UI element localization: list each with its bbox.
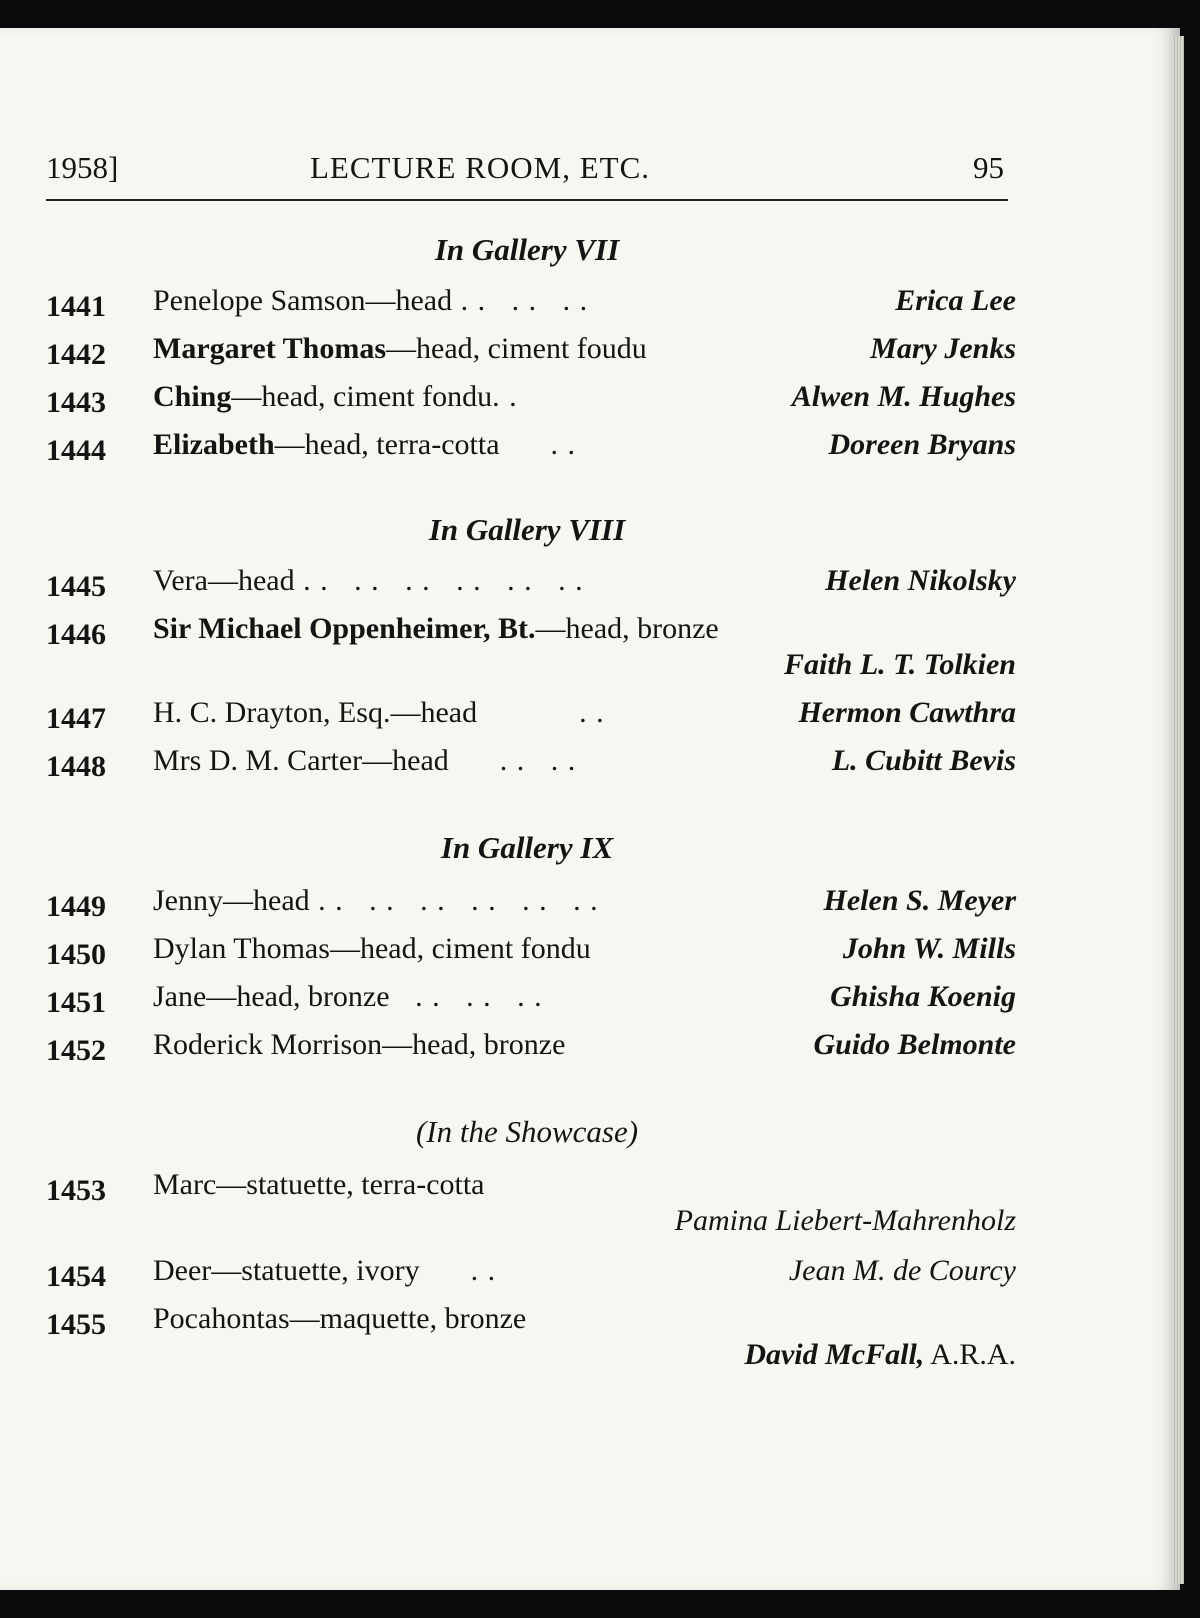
catalogue-entry (46, 696, 1016, 736)
entry-title (153, 428, 576, 462)
gallery-heading: In Gallery VIII (428, 512, 626, 547)
entry-title (153, 1302, 526, 1336)
entry-number: 1452 (46, 1034, 106, 1067)
catalogue-entry (46, 1028, 1016, 1068)
entry-number: 1453 (46, 1174, 106, 1207)
entry-title (153, 884, 599, 918)
entry-artist: Mary Jenks (870, 332, 1016, 365)
entry-title (153, 1254, 496, 1288)
entry-name: H. C. Drayton, Esq. (153, 696, 391, 729)
leader-dots: . . . . . . (452, 284, 589, 317)
leader-dots: . . . . . . . . . . . . (309, 884, 599, 917)
entry-number: 1445 (46, 570, 106, 603)
entry-artist: Helen Nikolsky (825, 564, 1016, 597)
entry-desc: —head (207, 564, 295, 597)
entry-artist: Hermon Cawthra (798, 696, 1016, 729)
entry-name: Elizabeth (153, 428, 275, 461)
catalogue-entry (46, 1254, 1016, 1294)
leader-dots: . . . . (448, 744, 577, 777)
entry-title (153, 1168, 485, 1202)
entry-artist: Pamina Liebert-Mahrenholz (674, 1204, 1016, 1237)
catalogue-entry (46, 1302, 1016, 1342)
entry-artist: L. Cubitt Bevis (831, 744, 1016, 777)
entry-desc: —head (223, 884, 310, 917)
header-title: LECTURE ROOM, ETC. (310, 150, 651, 185)
entry-number: 1451 (46, 986, 106, 1019)
catalogue-entry (46, 284, 1016, 324)
entry-name: Pocahontas (153, 1302, 290, 1335)
entry-desc: —head, bronze (535, 612, 719, 645)
artist-honour: A.R.A. (924, 1338, 1016, 1371)
entry-number: 1447 (46, 702, 106, 735)
entry-desc: —head, bronze (206, 980, 390, 1013)
page-edge (1172, 36, 1184, 1584)
entry-desc: —head, ciment fondu (231, 380, 493, 413)
entry-title (153, 1028, 565, 1062)
entry-artist: Faith L. T. Tolkien (783, 648, 1016, 681)
entry-artist: Ghisha Koenig (830, 980, 1016, 1013)
entry-name: Jane (153, 980, 207, 1013)
page-number: 95 (973, 150, 1004, 185)
entry-name: Sir Michael Oppenheimer, Bt. (153, 612, 536, 645)
entry-desc: —statuette, ivory (211, 1254, 420, 1287)
entry-title (153, 932, 591, 966)
running-header (0, 150, 1180, 196)
catalogue-entry (46, 380, 1016, 420)
artist-name: David McFall, (744, 1338, 925, 1371)
catalogue-entry (46, 980, 1016, 1020)
entry-title (153, 380, 518, 414)
entry-artist: Helen S. Meyer (823, 884, 1016, 917)
entry-desc: —maquette, bronze (289, 1302, 527, 1335)
leader-dots: . . (492, 380, 518, 413)
entry-number: 1448 (46, 750, 106, 783)
leader-dots: . . (419, 1254, 497, 1287)
gallery-heading: In Gallery VII (434, 232, 620, 267)
entry-artist (46, 1338, 1016, 1372)
entry-number: 1446 (46, 618, 106, 651)
leader-dots: . . . . . . . . . . . . (294, 564, 584, 597)
catalogue-entry (46, 932, 1016, 972)
entry-desc: —head, ciment foudu (386, 332, 647, 365)
entry-number: 1455 (46, 1308, 106, 1341)
leader-dots: . . (499, 428, 577, 461)
entry-name: Jenny (153, 884, 223, 917)
entry-number: 1441 (46, 290, 106, 323)
entry-number: 1449 (46, 890, 106, 923)
entry-name: Marc (153, 1168, 217, 1201)
gallery-heading: In Gallery IX (440, 830, 614, 865)
entry-title (153, 564, 584, 598)
entry-title (153, 284, 588, 318)
entry-desc: —head (390, 696, 478, 729)
entry-title (153, 980, 543, 1014)
entry-name: Mrs D. M. Carter (153, 744, 363, 777)
catalogue-entry (46, 1168, 1016, 1208)
catalogue-entry (46, 612, 1016, 652)
entry-artist: Guido Belmonte (813, 1028, 1016, 1061)
entry-title (153, 612, 719, 646)
entry-name: Penelope Samson (153, 284, 366, 317)
entry-title (153, 696, 605, 730)
entry-desc: —head, bronze (382, 1028, 566, 1061)
entry-artist: Alwen M. Hughes (791, 380, 1016, 413)
leader-dots: . . (477, 696, 605, 729)
entry-name: Vera (153, 564, 208, 597)
entry-number: 1442 (46, 338, 106, 371)
catalogue-entry (46, 744, 1016, 784)
entry-desc: —head (365, 284, 453, 317)
header-rule (46, 199, 1008, 201)
entry-number: 1454 (46, 1260, 106, 1293)
entry-name: Margaret Thomas (153, 332, 387, 365)
entry-name: Deer (153, 1254, 212, 1287)
entry-desc: —head (362, 744, 449, 777)
catalogue-entry (46, 428, 1016, 468)
entry-desc: —statuette, terra-cotta (216, 1168, 485, 1201)
catalogue-entry (46, 884, 1016, 924)
catalogue-entry (46, 564, 1016, 604)
entry-name: Dylan Thomas (153, 932, 330, 965)
entry-artist: Erica Lee (895, 284, 1016, 317)
catalogue-entry (46, 332, 1016, 372)
entry-title (153, 744, 576, 778)
leader-dots: . . . . . . (389, 980, 543, 1013)
entry-desc: —head, ciment fondu (329, 932, 591, 965)
entry-number: 1443 (46, 386, 106, 419)
entry-artist: Jean M. de Courcy (788, 1254, 1016, 1287)
gallery-heading: (In the Showcase) (415, 1114, 639, 1149)
entry-desc: —head, terra-cotta (274, 428, 500, 461)
entry-name: Ching (153, 380, 232, 413)
entry-artist: Doreen Bryans (828, 428, 1016, 461)
entry-title (153, 332, 647, 366)
header-year: 1958] (46, 150, 119, 185)
entry-number: 1450 (46, 938, 106, 971)
entry-artist: John W. Mills (842, 932, 1016, 965)
entry-number: 1444 (46, 434, 106, 467)
entry-name: Roderick Morrison (153, 1028, 383, 1061)
